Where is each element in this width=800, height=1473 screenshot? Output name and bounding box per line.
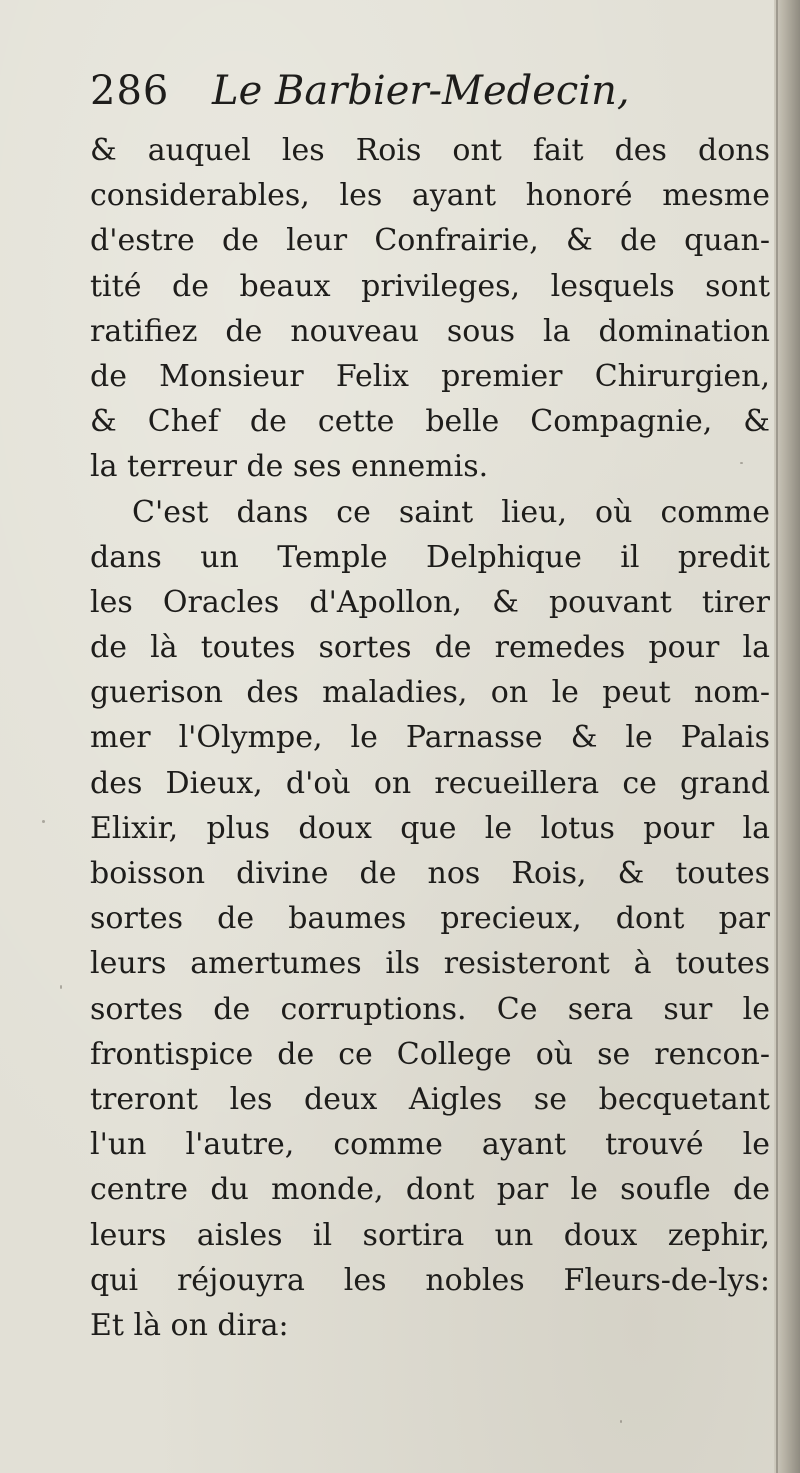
text-line: l'un l'autre, comme ayant trouvé le <box>90 1127 770 1163</box>
text-line: mer l'Olympe, le Parnasse & le Palais <box>90 720 770 756</box>
paper-speck <box>42 820 45 823</box>
text-line: leurs aisles il sortira un doux zephir, <box>90 1217 770 1253</box>
text-line: & auquel les Rois ont fait des dons <box>90 133 770 168</box>
text-line: sortes de corruptions. Ce sera sur le <box>90 991 770 1027</box>
running-title: Le Barbier-Medecin, <box>212 68 630 114</box>
text-line: sortes de baumes precieux, dont par <box>90 901 770 937</box>
text-line: boisson divine de nos Rois, & toutes <box>90 856 770 891</box>
page-number: 286 <box>90 68 170 114</box>
text-line: dans un Temple Delphique il predit <box>90 539 770 575</box>
text-line: frontispice de ce College où se rencon- <box>90 1036 770 1072</box>
text-line: les Oracles d'Apollon, & pouvant tirer <box>90 584 770 620</box>
page-header <box>90 62 770 122</box>
text-line: centre du monde, dont par le soufle de <box>90 1172 770 1208</box>
text-line: d'estre de leur Confrairie, & de quan- <box>90 223 770 259</box>
text-line: qui réjouyra les nobles Fleurs-de-lys: <box>90 1262 770 1298</box>
text-line: guerison des maladies, on le peut nom- <box>90 675 770 711</box>
text-line: Et là on dira: <box>90 1307 289 1343</box>
text-line: la terreur de ses ennemis. <box>90 449 489 485</box>
text-line: tité de beaux privileges, lesquels sont <box>90 268 770 304</box>
text-line: leurs amertumes ils resisteront à toutes <box>90 946 770 982</box>
text-line: de là toutes sortes de remedes pour la <box>90 630 770 666</box>
text-line: considerables, les ayant honoré mesme <box>90 178 770 214</box>
text-line: treront les deux Aigles se becquetant <box>90 1081 770 1117</box>
text-line: & Chef de cette belle Compagnie, & <box>90 404 770 440</box>
text-line: C'est dans ce saint lieu, où comme <box>132 494 770 530</box>
paper-speck <box>60 985 62 989</box>
paper-speck <box>740 462 743 464</box>
text-line: de Monsieur Felix premier Chirurgien, <box>90 358 770 394</box>
text-line: des Dieux, d'où on recueillera ce grand <box>90 765 770 801</box>
text-line: Elixir, plus doux que le lotus pour la <box>90 810 770 846</box>
page-edge-line <box>776 0 778 1473</box>
body-text <box>90 128 770 1348</box>
text-line: ratifiez de nouveau sous la domination <box>90 313 770 349</box>
paper-speck <box>620 1420 622 1423</box>
